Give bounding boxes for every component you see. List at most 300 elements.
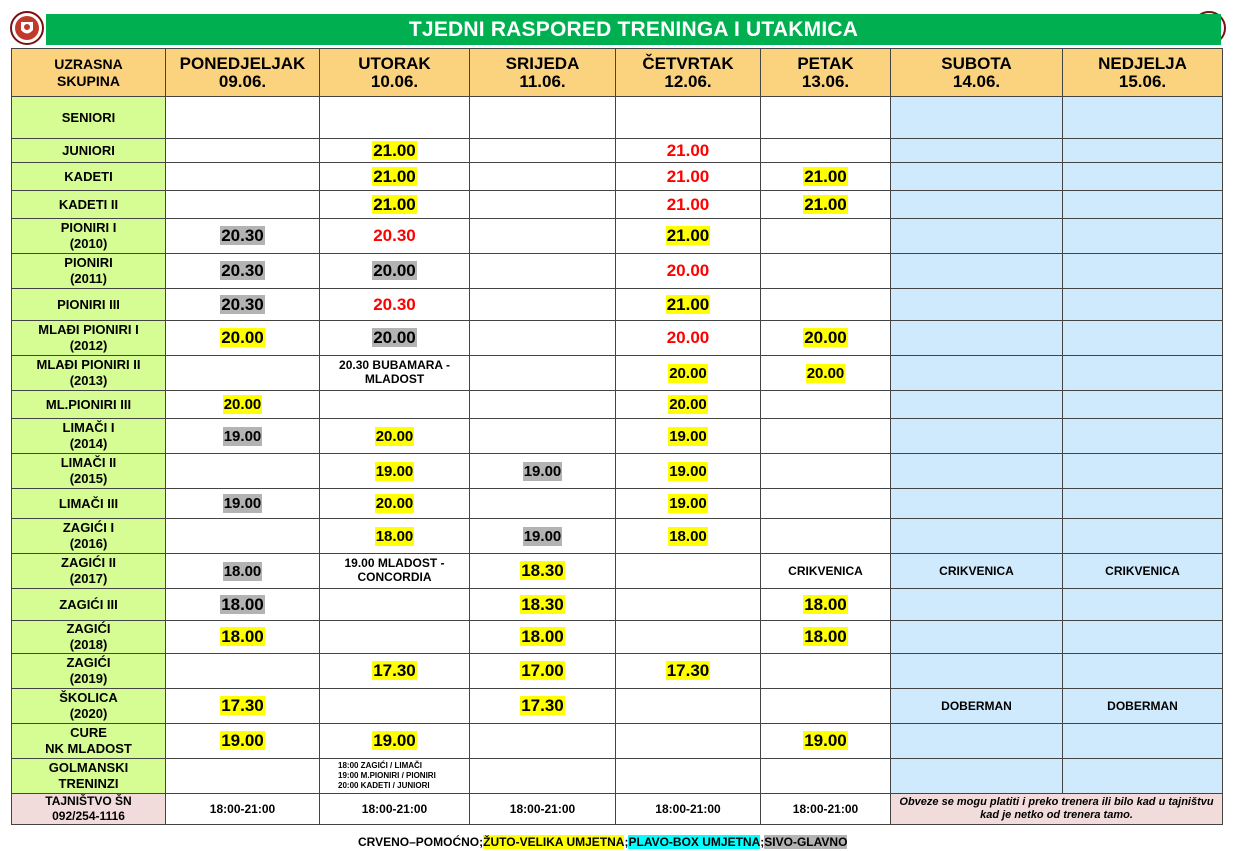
schedule-cell	[1063, 419, 1223, 454]
training-time: 20.30	[221, 294, 264, 314]
schedule-cell	[470, 554, 616, 589]
schedule-cell	[166, 689, 320, 724]
training-time: 21.00	[666, 294, 710, 314]
legend-separator: ;	[624, 835, 629, 849]
schedule-cell	[1063, 97, 1223, 139]
training-time: 21.00	[373, 140, 416, 160]
match-info-line: CRIKVENICA	[1105, 564, 1180, 578]
schedule-cell	[891, 356, 1063, 391]
group-name: ML.PIONIRI III	[45, 396, 132, 412]
group-name-cell	[12, 759, 166, 794]
table-row	[12, 454, 1223, 489]
training-time: 17.30	[373, 661, 416, 680]
schedule-cell	[1063, 219, 1223, 254]
schedule-cell	[320, 589, 470, 621]
day-header	[761, 49, 891, 97]
schedule-cell	[761, 519, 891, 554]
training-time: 21.00	[666, 140, 710, 160]
group-name: MLAĐI PIONIRI I	[38, 322, 139, 337]
schedule-cell	[891, 219, 1063, 254]
schedule-cell	[1063, 621, 1223, 654]
group-name: CURE	[70, 725, 107, 740]
schedule-cell	[1063, 689, 1223, 724]
day-header	[470, 49, 616, 97]
match-info-line: 20.30 BUBAMARA -	[339, 358, 450, 372]
training-time: 21.00	[804, 194, 847, 214]
schedule-cell	[616, 219, 761, 254]
schedule-cell	[761, 139, 891, 163]
table-row	[12, 254, 1223, 289]
match-info	[941, 699, 1012, 713]
schedule-cell	[166, 289, 320, 321]
group-name-cell	[12, 163, 166, 191]
table-row	[12, 554, 1223, 589]
day-date: 10.06.	[370, 71, 419, 91]
training-time: 18.00	[804, 627, 847, 646]
group-name: (2020)	[69, 706, 108, 721]
schedule-cell	[470, 759, 616, 794]
match-info-line: DOBERMAN	[1107, 699, 1178, 713]
schedule-cell	[761, 356, 891, 391]
group-name-cell	[12, 356, 166, 391]
training-time: 19.00	[523, 527, 562, 545]
table-row	[12, 191, 1223, 219]
group-name-cell	[12, 689, 166, 724]
schedule-cell	[1063, 139, 1223, 163]
office-hours-cell: 18:00-21:00	[470, 794, 616, 825]
office-hours-cell: 18:00-21:00	[761, 794, 891, 825]
group-name-cell	[12, 621, 166, 654]
day-name: PONEDJELJAK	[179, 53, 306, 73]
group-name: PIONIRI III	[57, 296, 120, 312]
group-name: (2015)	[69, 471, 108, 486]
schedule-cell	[616, 97, 761, 139]
training-time: 20.00	[375, 427, 414, 445]
schedule-cell	[616, 689, 761, 724]
schedule-cell	[320, 419, 470, 454]
schedule-cell	[761, 454, 891, 489]
schedule-cell	[891, 759, 1063, 794]
group-name: JUNIORI	[62, 142, 115, 158]
schedule-cell	[616, 254, 761, 289]
office-row	[12, 794, 1223, 825]
day-name: PETAK	[797, 53, 854, 73]
schedule-cell	[616, 589, 761, 621]
schedule-cell	[320, 489, 470, 519]
schedule-cell	[891, 139, 1063, 163]
training-time: 19.00	[669, 462, 707, 480]
table-row	[12, 391, 1223, 419]
schedule-cell	[761, 654, 891, 689]
office-hours-cell: 18:00-21:00	[616, 794, 761, 825]
schedule-cell	[320, 356, 470, 391]
group-name: ZAGIĆI III	[59, 596, 118, 612]
training-time: 20.00	[373, 328, 416, 347]
training-time: 17.30	[666, 661, 710, 680]
group-name-cell	[12, 191, 166, 219]
table-row	[12, 219, 1223, 254]
schedule-cell	[166, 589, 320, 621]
schedule-cell	[891, 489, 1063, 519]
group-name: LIMAČI I	[62, 420, 115, 435]
schedule-cell	[320, 454, 470, 489]
goalkeeper-session: 20:00 KADETI / JUNIORI	[338, 781, 430, 790]
schedule-cell	[616, 654, 761, 689]
table-row	[12, 689, 1223, 724]
training-time: 18.30	[521, 594, 564, 614]
legend-yellow: ŽUTO-VELIKA UMJETNA	[483, 835, 625, 849]
group-name: (2019)	[69, 671, 108, 686]
group-name-cell	[12, 289, 166, 321]
schedule-cell	[320, 254, 470, 289]
schedule-cell	[470, 689, 616, 724]
group-name: ŠKOLICA	[59, 690, 118, 705]
schedule-cell	[320, 621, 470, 654]
day-date: 11.06.	[519, 71, 566, 91]
schedule-cell	[1063, 654, 1223, 689]
day-date: 14.06.	[952, 71, 1001, 91]
schedule-cell	[320, 391, 470, 419]
training-time: 20.00	[373, 261, 416, 280]
schedule-cell	[166, 163, 320, 191]
day-header	[320, 49, 470, 97]
table-row	[12, 289, 1223, 321]
color-legend	[358, 834, 847, 851]
schedule-cell	[470, 254, 616, 289]
group-name: (2010)	[69, 236, 108, 251]
match-info-line: 19.00 MLADOST -	[344, 556, 445, 570]
schedule-cell	[166, 139, 320, 163]
schedule-cell	[320, 97, 470, 139]
group-name: ZAGIĆI	[66, 655, 111, 670]
schedule-cell	[166, 391, 320, 419]
header-row	[12, 49, 1223, 97]
schedule-cell	[616, 724, 761, 759]
group-name: NK MLADOST	[45, 741, 132, 756]
training-time: 18.00	[804, 594, 847, 614]
training-time: 18.00	[375, 527, 414, 545]
table-row	[12, 724, 1223, 759]
office-phone: 092/254-1116	[52, 809, 125, 823]
schedule-cell	[470, 97, 616, 139]
schedule-cell	[1063, 254, 1223, 289]
schedule-cell	[1063, 163, 1223, 191]
schedule-cell	[891, 163, 1063, 191]
group-name: (2018)	[69, 637, 108, 652]
group-name: ZAGIĆI	[66, 621, 111, 636]
training-time: 18.00	[221, 594, 264, 614]
schedule-cell	[616, 289, 761, 321]
group-name: PIONIRI	[64, 255, 113, 270]
schedule-cell	[1063, 724, 1223, 759]
schedule-cell	[761, 759, 891, 794]
schedule-cell	[320, 554, 470, 589]
group-name: LIMAČI III	[58, 495, 119, 511]
schedule-cell	[1063, 356, 1223, 391]
group-name-cell	[12, 724, 166, 759]
schedule-cell	[761, 489, 891, 519]
table-row	[12, 589, 1223, 621]
schedule-cell	[166, 724, 320, 759]
schedule-cell	[616, 554, 761, 589]
training-time: 20.00	[666, 261, 710, 280]
schedule-cell	[761, 219, 891, 254]
schedule-cell	[761, 254, 891, 289]
training-time: 19.00	[223, 427, 262, 445]
schedule-cell	[320, 191, 470, 219]
schedule-cell	[470, 589, 616, 621]
training-time: 20.00	[669, 396, 707, 413]
schedule-cell	[891, 97, 1063, 139]
day-name: SRIJEDA	[505, 53, 580, 73]
schedule-cell	[166, 621, 320, 654]
office-label-line-1: TAJNIŠTVO ŠN	[45, 794, 132, 808]
schedule-cell	[616, 321, 761, 356]
table-row	[12, 97, 1223, 139]
day-date: 12.06.	[664, 71, 712, 91]
training-time: 20.00	[669, 364, 707, 382]
training-time: 21.00	[666, 166, 710, 186]
schedule-cell	[1063, 489, 1223, 519]
office-hours-cell: 18:00-21:00	[166, 794, 320, 825]
group-header-line-2: SKUPINA	[56, 72, 120, 89]
group-name-cell	[12, 519, 166, 554]
group-name-cell	[12, 254, 166, 289]
training-time: 20.00	[223, 396, 262, 413]
schedule-cell	[166, 356, 320, 391]
schedule-cell	[1063, 759, 1223, 794]
schedule-cell	[616, 489, 761, 519]
training-time: 20.30	[221, 226, 264, 245]
page-title: TJEDNI RASPORED TRENINGA I UTAKMICA	[46, 14, 1221, 45]
day-name: UTORAK	[358, 53, 431, 73]
group-name: ZAGIĆI I	[62, 520, 115, 535]
schedule-cell	[616, 191, 761, 219]
match-info-line: CONCORDIA	[357, 570, 432, 584]
group-name-cell	[12, 554, 166, 589]
schedule-cell	[166, 554, 320, 589]
schedule-cell	[470, 356, 616, 391]
group-name: (2012)	[69, 338, 108, 353]
schedule-cell	[470, 219, 616, 254]
schedule-cell	[761, 554, 891, 589]
day-header	[891, 49, 1063, 97]
schedule-cell	[470, 191, 616, 219]
schedule-cell	[891, 654, 1063, 689]
match-info	[1107, 699, 1178, 713]
table-row	[12, 321, 1223, 356]
schedule-cell	[166, 489, 320, 519]
table-row	[12, 621, 1223, 654]
schedule-cell	[891, 254, 1063, 289]
training-time: 17.30	[521, 696, 564, 715]
schedule-cell	[891, 589, 1063, 621]
match-info-line: MLADOST	[364, 372, 425, 386]
training-time: 18.30	[521, 561, 564, 580]
table-row	[12, 654, 1223, 689]
schedule-cell	[166, 519, 320, 554]
schedule-cell	[1063, 454, 1223, 489]
legend-separator: ;	[760, 835, 765, 849]
schedule-body	[12, 97, 1223, 794]
schedule-cell	[616, 454, 761, 489]
schedule-cell	[1063, 554, 1223, 589]
table-row	[12, 163, 1223, 191]
schedule-cell	[1063, 589, 1223, 621]
schedule-cell	[166, 219, 320, 254]
training-time: 21.00	[666, 226, 710, 245]
training-time: 19.00	[523, 462, 562, 480]
schedule-cell	[761, 321, 891, 356]
schedule-cell	[891, 454, 1063, 489]
schedule-cell	[616, 163, 761, 191]
training-time: 17.30	[221, 696, 264, 715]
training-time: 20.00	[806, 364, 845, 382]
group-name-cell	[12, 454, 166, 489]
schedule-cell	[470, 489, 616, 519]
training-time: 21.00	[373, 166, 416, 186]
office-hours-cell: 18:00-21:00	[320, 794, 470, 825]
group-name-cell	[12, 489, 166, 519]
day-date: 13.06.	[801, 71, 850, 91]
schedule-cell	[320, 163, 470, 191]
training-time: 20.00	[221, 328, 264, 347]
schedule-cell	[616, 519, 761, 554]
training-time: 19.00	[669, 427, 707, 445]
schedule-cell	[891, 391, 1063, 419]
schedule-cell	[1063, 391, 1223, 419]
schedule-cell	[891, 724, 1063, 759]
group-name: (2014)	[69, 436, 108, 451]
schedule-cell	[166, 759, 320, 794]
match-info	[939, 564, 1014, 578]
table-row	[12, 519, 1223, 554]
training-time: 20.00	[804, 328, 847, 347]
training-time: 19.00	[373, 731, 416, 750]
day-date: 09.06.	[218, 71, 267, 91]
training-time: 20.00	[375, 495, 414, 512]
group-column-header	[12, 49, 166, 97]
day-name: ČETVRTAK	[642, 53, 734, 73]
legend-red: CRVENO–POMOĆNO;	[358, 835, 484, 849]
schedule-cell	[166, 321, 320, 356]
table-row	[12, 419, 1223, 454]
group-name-cell	[12, 419, 166, 454]
group-name-cell	[12, 589, 166, 621]
schedule-cell	[320, 139, 470, 163]
group-name: KADETI	[64, 168, 113, 184]
match-info-line: CRIKVENICA	[939, 564, 1014, 578]
schedule-cell	[320, 519, 470, 554]
schedule-cell	[1063, 519, 1223, 554]
schedule-cell	[761, 191, 891, 219]
table-row	[12, 356, 1223, 391]
schedule-cell	[470, 621, 616, 654]
schedule-cell	[891, 289, 1063, 321]
day-date: 15.06.	[1118, 71, 1167, 91]
schedule-cell	[761, 419, 891, 454]
training-time: 21.00	[666, 194, 710, 214]
day-name: SUBOTA	[941, 53, 1012, 73]
group-name-cell	[12, 139, 166, 163]
schedule-cell	[166, 191, 320, 219]
training-time: 19.00	[669, 495, 707, 512]
schedule-cell	[616, 391, 761, 419]
schedule-cell	[761, 289, 891, 321]
training-time: 18.00	[223, 562, 262, 580]
schedule-cell	[891, 519, 1063, 554]
training-time: 18.00	[221, 627, 264, 646]
group-name: GOLMANSKI	[48, 760, 129, 775]
schedule-cell	[166, 419, 320, 454]
match-info	[788, 564, 863, 578]
schedule-cell	[320, 654, 470, 689]
schedule-cell	[470, 391, 616, 419]
legend-blue: PLAVO-BOX UMJETNA	[628, 835, 761, 849]
training-time: 19.00	[375, 462, 414, 480]
schedule-cell	[1063, 289, 1223, 321]
schedule-cell	[891, 554, 1063, 589]
schedule-cell	[320, 759, 470, 794]
schedule-cell	[616, 621, 761, 654]
table-row	[12, 489, 1223, 519]
schedule-cell	[616, 139, 761, 163]
day-header	[1063, 49, 1223, 97]
goalkeeper-session: 18:00 ZAGIĆI / LIMAČI	[338, 761, 423, 770]
group-name: MLAĐI PIONIRI II	[36, 357, 141, 372]
schedule-cell	[761, 391, 891, 419]
group-name: KADETI II	[58, 196, 119, 212]
schedule-cell	[320, 219, 470, 254]
schedule-cell	[891, 419, 1063, 454]
schedule-cell	[470, 139, 616, 163]
training-time: 21.00	[373, 194, 416, 214]
group-name: (2011)	[70, 271, 107, 286]
training-time: 21.00	[804, 166, 847, 186]
schedule-cell	[470, 654, 616, 689]
training-time: 18.00	[669, 527, 707, 545]
schedule-cell	[616, 356, 761, 391]
schedule-cell	[616, 759, 761, 794]
group-name-cell	[12, 654, 166, 689]
group-name: ZAGIĆI II	[61, 555, 116, 570]
schedule-table	[11, 48, 1223, 825]
group-name: TRENINZI	[58, 776, 119, 791]
training-time: 18.00	[521, 627, 564, 646]
group-name-cell	[12, 321, 166, 356]
legend-grey: SIVO-GLAVNO	[764, 835, 848, 849]
schedule-cell	[320, 321, 470, 356]
schedule-cell	[470, 724, 616, 759]
group-name-cell	[12, 97, 166, 139]
schedule-cell	[166, 254, 320, 289]
schedule-cell	[761, 724, 891, 759]
match-info	[339, 358, 450, 386]
schedule-cell	[891, 621, 1063, 654]
schedule-cell	[166, 654, 320, 689]
schedule-cell	[320, 289, 470, 321]
training-time: 20.00	[666, 328, 710, 347]
training-time: 17.00	[521, 661, 564, 680]
training-time: 19.00	[804, 731, 847, 750]
goalkeeper-session: 19:00 M.PIONIRI / PIONIRI	[338, 771, 436, 780]
match-info-line: DOBERMAN	[941, 699, 1012, 713]
club-crest-icon	[10, 8, 44, 48]
match-info-line: CRIKVENICA	[788, 564, 863, 578]
training-time: 19.00	[221, 731, 264, 750]
group-name: PIONIRI I	[60, 220, 117, 235]
schedule-cell	[891, 191, 1063, 219]
